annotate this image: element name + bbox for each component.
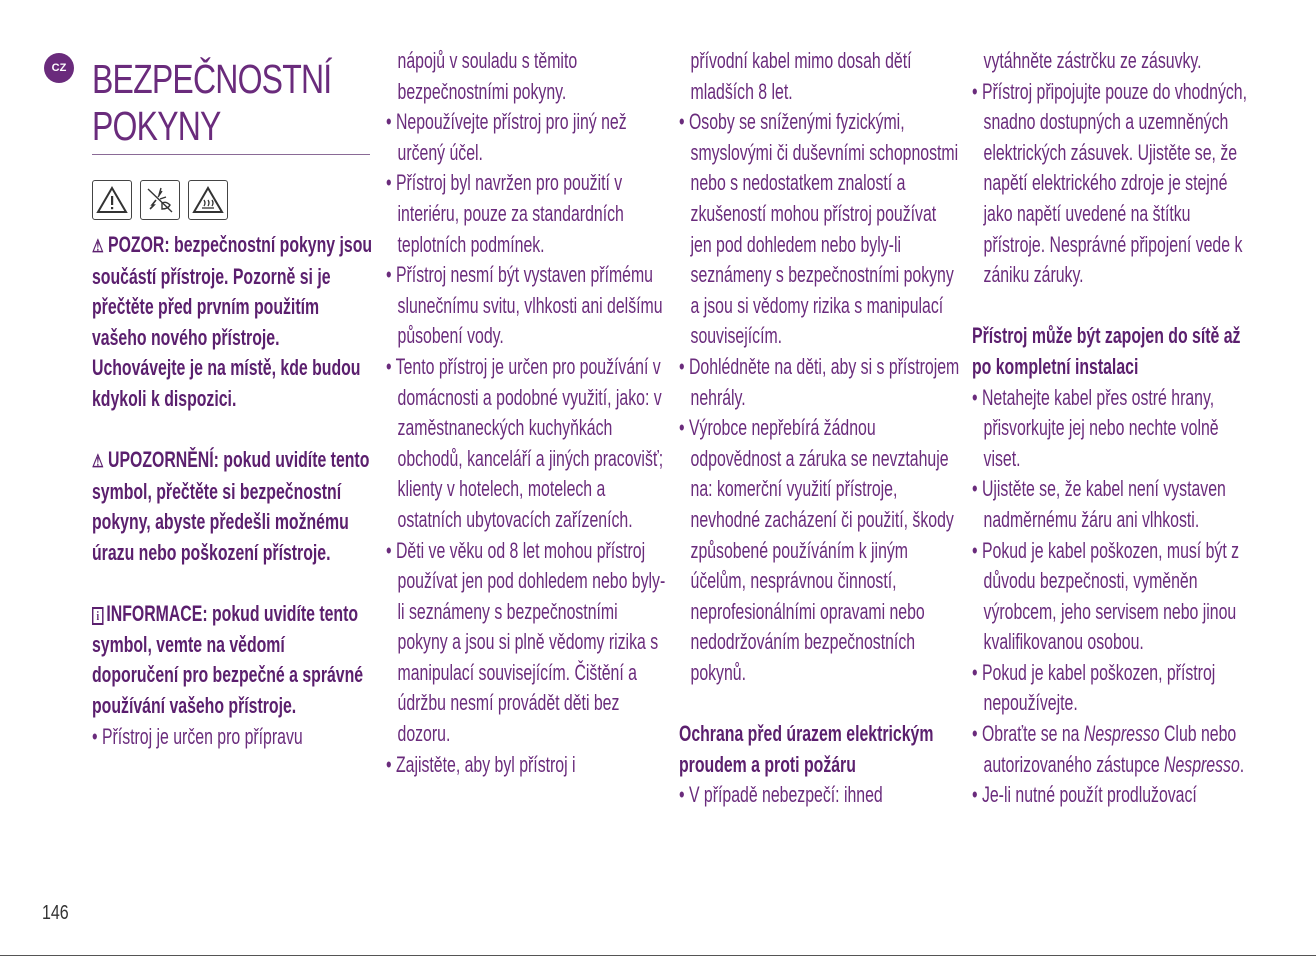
list-item-nespresso-club: • Obraťte se na Nespresso Club nebo autorizovaného zástupce Nespresso. (972, 719, 1253, 780)
list-item: • Netahejte kabel přes ostré hrany, přisvorkujte jej nebo nechte volně viset. (972, 383, 1253, 475)
list-item: • Přístroj připojujte pouze do vhodných, snadno dostupných a uzemněných elektrických zásuvek. Ujistěte se, že napětí elektrického zdroje je stejné jako napětí uvedené na štítku přístroje. Nesprávné připojení vede k zániku záruky. (972, 77, 1253, 291)
title-divider (92, 154, 370, 155)
hot-surface-icon (188, 180, 228, 220)
upozorneni-text: UPOZORNĚNÍ: pokud uvidíte tento symbol, přečtěte si bezpečnostní pokyny, abyste předešli možnému úrazu nebo poškození přístroje. (92, 447, 370, 565)
continued-text: nápojů v souladu s těmito bezpečnostními pokyny. (397, 48, 578, 104)
list-item: • Přístroj byl navržen pro použití v interiéru, pouze za standardních teplotních podmínek. (386, 168, 667, 260)
warning-triangle-icon (92, 180, 132, 220)
page-title-line-2: POKYNY (92, 103, 221, 149)
list-item: • Pokud je kabel poškozen, přístroj nepoužívejte. (972, 658, 1253, 719)
continued-text: vytáhněte zástrčku ze zásuvky. (983, 48, 1202, 73)
column-4 (972, 46, 1272, 811)
list-item: • V případě nebezpečí: ihned (679, 780, 960, 811)
page-number: 146 (42, 902, 69, 924)
brand-name: Nespresso (1164, 751, 1240, 777)
list-item: • Přístroj je určen pro přípravu (92, 722, 374, 753)
list-item: • Osoby se sníženými fyzickými, smyslovými či duševními schopnostmi nebo s nedostatkem znalostí a zkušeností mohou přístroj používat jen pod dohledem nebo byly-li seznámeny s bezpečnostními pokyny a jsou si vědomy rizika s manipulací souvisejícím. (679, 107, 960, 352)
informace-notice (92, 599, 374, 721)
list-item: • Výrobce nepřebírá žádnou odpovědnost a záruka se nevztahuje na: komerční využití přístroje, nevhodné zacházení či použití, škody způsobené používáním k jiným účelům, nesprávnou činností, neprofesionálními opravami nebo nedodržováním bezpečnostních pokynů. (679, 413, 960, 688)
language-badge: CZ (44, 53, 74, 83)
column-3 (679, 46, 979, 811)
informace-text: INFORMACE: pokud uvidíte tento symbol, vemte na vědomí doporučení pro bezpečné a správné používání vašeho přístroje. (92, 601, 364, 718)
column-1 (92, 230, 374, 752)
page-title-line-1: BEZPEČNOSTNÍ (92, 56, 332, 102)
list-item: • Pokud je kabel poškozen, musí být z důvodu bezpečnosti, vyměněn výrobcem, jeho servisem nebo jinou kvalifikovanou osobou. (972, 536, 1253, 658)
pozor-notice (92, 230, 374, 415)
info-icon: i (92, 607, 104, 625)
continued-text: přívodní kabel mimo dosah dětí mladších 8 let. (690, 48, 912, 104)
section-heading: Ochrana před úrazem elektrickým proudem a proti požáru (679, 721, 934, 777)
warning-icon: ⚠ (92, 236, 104, 256)
safety-icon-row (92, 180, 228, 220)
section-heading: Přístroj může být zapojen do sítě až po kompletní instalaci (972, 323, 1241, 379)
list-item: • Tento přístroj je určen pro používání v domácnosti a podobné využití, jako: v zaměstnaneckých kuchyňkách obchodů, kanceláří a jiných pracovišť; klienty v hotelech, motelech a ostatních ubytovacích zařízeních. (386, 352, 667, 536)
list-item: • Děti ve věku od 8 let mohou přístroj používat jen pod dohledem nebo byly-li seznámeny s bezpečnostními pokyny a jsou si plně vědomy rizika s manipulací souvisejícím. Čištění a údržbu nesmí provádět děti bez dozoru. (386, 536, 667, 750)
footer-divider (0, 955, 1316, 956)
electric-shock-icon (140, 180, 180, 220)
list-item: • Přístroj nesmí být vystaven přímému slunečnímu svitu, vlhkosti ani delšímu působení vody. (386, 260, 667, 352)
list-item: • Je-li nutné použít prodlužovací (972, 780, 1253, 811)
pozor-text: POZOR: bezpečnostní pokyny jsou součástí přístroje. Pozorně si je přečtěte před prvním použitím vašeho nového přístroje. Uchovávejte je na místě, kde budou kdykoli k dispozici. (92, 232, 373, 411)
brand-name: Nespresso (1083, 721, 1160, 747)
column-2 (386, 46, 686, 780)
list-item: • Nepoužívejte přístroj pro jiný než určený účel. (386, 107, 667, 168)
upozorneni-notice (92, 445, 374, 568)
list-item: • Ujistěte se, že kabel není vystaven nadměrnému žáru ani vlhkosti. (972, 474, 1253, 535)
list-item: • Zajistěte, aby byl přístroj i (386, 750, 667, 781)
list-item: • Dohlédněte na děti, aby si s přístrojem nehrály. (679, 352, 960, 413)
warning-icon: ⚠ (92, 451, 104, 472)
page-title (92, 56, 332, 150)
